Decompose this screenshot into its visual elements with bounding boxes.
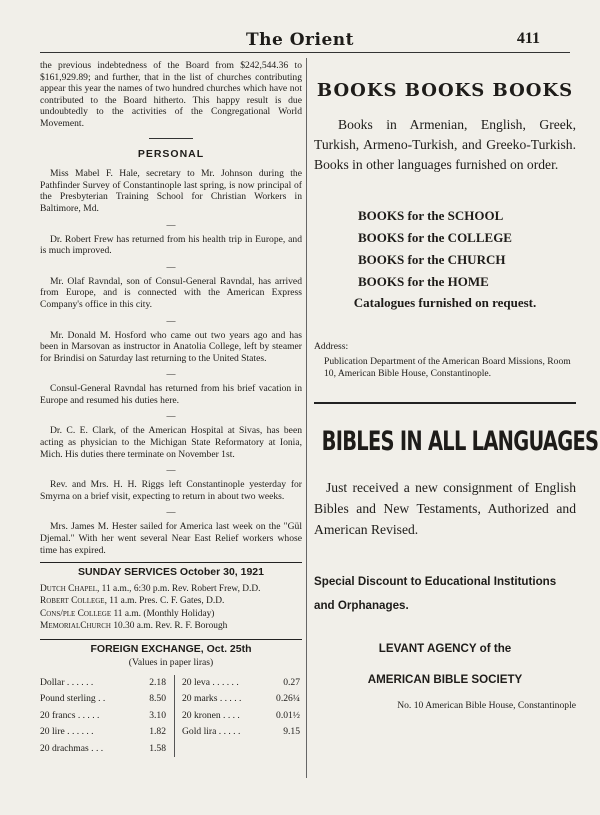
item-separator: — (166, 465, 176, 476)
service-detail: 10.30 a.m. Rev. R. F. Borough (113, 621, 228, 632)
service-row (40, 595, 302, 608)
personal-item: Rev. and Mrs. H. H. Riggs left Constantinople yesterday for Smyrna on a brief visit, expecting to return in about two weeks. (40, 479, 302, 502)
currency-value: 2.18 (149, 677, 166, 688)
currency-label: 20 drachmas . . . (40, 742, 104, 754)
personal-item: Mrs. James M. Hester sailed for America last week on the "Gül Djemal." With her went several Near East Relief workers whose time has expired. (40, 521, 302, 556)
section-divider (149, 138, 193, 139)
exchange-rule (40, 639, 302, 640)
service-place: Robert College, (40, 596, 107, 607)
exchange-row (40, 691, 166, 707)
currency-value: 0.01½ (276, 709, 300, 721)
books-list-item: BOOKS for the SCHOOL (358, 208, 504, 223)
service-detail: 11 a.m. Pres. C. F. Gates, D.D. (109, 596, 225, 607)
service-place: Dutch Chapel, (40, 583, 100, 594)
personal-item: Mr. Donald M. Hosford who came out two years ago and has been in Marsovan as instructor in Anatolia College, left by steamer for Brindisi on Saturday last returning to the United States. (40, 329, 302, 364)
item-separator: — (166, 219, 176, 230)
item-separator: — (166, 411, 176, 422)
currency-label: Dollar . . . . . . (40, 677, 94, 688)
currency-value: 0.27 (283, 677, 300, 688)
service-place: Cons/ple College (40, 608, 112, 619)
exchange-row (182, 724, 300, 740)
exchange-heading: FOREIGN EXCHANGE, Oct. 25th (90, 642, 252, 655)
bibles-advert-title: BIBLES IN ALL LANGUAGES (321, 426, 599, 457)
agency-address: No. 10 American Bible House, Constantinople (397, 700, 576, 711)
service-row (40, 583, 302, 596)
exchange-subheading: (Values in paper liras) (128, 657, 214, 669)
service-row (40, 620, 302, 633)
bibles-advert-body: Just received a new consignment of English Bibles and New Testaments, Authorized and American Revised. (314, 480, 576, 537)
books-list-item: BOOKS for the COLLEGE (358, 230, 512, 245)
right-column (314, 60, 599, 711)
currency-label: 20 leva . . . . . . (182, 677, 239, 688)
service-detail: 11 a.m. (Monthly Holiday) (113, 608, 215, 619)
currency-label: 20 lire . . . . . . (40, 726, 94, 738)
currency-label: 20 francs . . . . . (40, 709, 100, 721)
column-divider (306, 58, 307, 778)
item-separator: — (166, 261, 176, 272)
agency-line-2: AMERICAN BIBLE SOCIETY (367, 673, 523, 686)
currency-value: 8.50 (149, 693, 166, 705)
header-rule (40, 52, 570, 53)
currency-value: 9.15 (283, 726, 300, 738)
exchange-column-right (182, 675, 300, 741)
currency-label: 20 kronen . . . . (182, 709, 240, 721)
address-text: Publication Department of the American Board Missions, Room 10, American Bible House, Constantinople. (324, 356, 571, 379)
exchange-row (40, 724, 166, 740)
currency-label: Gold lira . . . . . (182, 726, 241, 738)
exchange-table (40, 675, 302, 759)
books-list-item: BOOKS for the CHURCH (358, 252, 506, 267)
currency-label: Pound sterling . . (40, 693, 106, 705)
left-column (40, 60, 302, 759)
personal-heading: PERSONAL (137, 147, 205, 160)
discount-note: Special Discount to Educational Institutions and Orphanages. (314, 575, 557, 612)
personal-item: Dr. Robert Frew has returned from his health trip in Europe, and is much improved. (40, 233, 302, 257)
currency-value: 0.26¼ (276, 693, 300, 705)
service-place: MemorialChurch (40, 621, 111, 632)
item-separator: — (166, 507, 176, 518)
currency-value: 3.10 (149, 709, 166, 721)
personal-item: Miss Mabel F. Hale, secretary to Mr. Johnson during the Pathfinder Survey of Constantinople last spring, is now principal of the Presbyterian Training School for Christian Workers in Baltimore, Md. (40, 168, 302, 214)
service-row (40, 608, 302, 621)
page-number: 411 (516, 30, 540, 47)
books-list-item: BOOKS for the HOME (358, 274, 489, 289)
exchange-column-left (40, 675, 166, 757)
exchange-row (40, 741, 166, 757)
books-catalogue-note: Catalogues furnished on request. (353, 295, 537, 310)
address-label: Address: (314, 341, 349, 352)
advert-divider (314, 402, 576, 404)
exchange-row (40, 675, 166, 691)
journal-title: The Orient (246, 30, 354, 50)
currency-value: 1.58 (149, 742, 166, 754)
currency-label: 20 marks . . . . . (182, 693, 242, 705)
exchange-row (182, 691, 300, 707)
books-advert-body: Books in Armenian, English, Greek, Turkish, Armeno-Turkish, and Greeko-Turkish. Books in other languages furnished on order. (314, 117, 576, 172)
exchange-row (182, 675, 300, 691)
item-separator: — (166, 369, 176, 380)
exchange-divider (174, 675, 175, 757)
personal-item: Consul-General Ravndal has returned from his brief vacation in Europe and resumed his duties here. (40, 383, 302, 406)
item-separator: — (166, 315, 176, 326)
agency-line-1: LEVANT AGENCY of the (378, 642, 512, 655)
services-rule (40, 562, 302, 563)
services-heading: SUNDAY SERVICES October 30, 1921 (78, 566, 264, 579)
personal-item: Mr. Olaf Ravndal, son of Consul-General Ravndal, has arrived from Europe, and is connected with the American Express Company's office in this city. (40, 275, 302, 310)
exchange-row (40, 708, 166, 724)
service-detail: 11 a.m., 6:30 p.m. Rev. Robert Frew, D.D. (101, 583, 261, 594)
books-list (358, 205, 576, 293)
exchange-row (182, 708, 300, 724)
intro-paragraph: the previous indebtedness of the Board from $242,544.36 to $161,929.89; and further, that in the list of churches contributing appear this year the names of two hundred churches which have not contributed to the Board hitherto. This happy result is due undoubtedly to the activities of the Congregational World Movement. (40, 60, 302, 129)
currency-value: 1.82 (149, 726, 166, 738)
personal-item: Dr. C. E. Clark, of the American Hospital at Sivas, has been acting as physician to the Michigan State Reformatory at Ionia, Mich. His duties there terminate on November 1st. (40, 425, 302, 460)
books-advert-title: BOOKS BOOKS BOOKS (316, 80, 574, 101)
